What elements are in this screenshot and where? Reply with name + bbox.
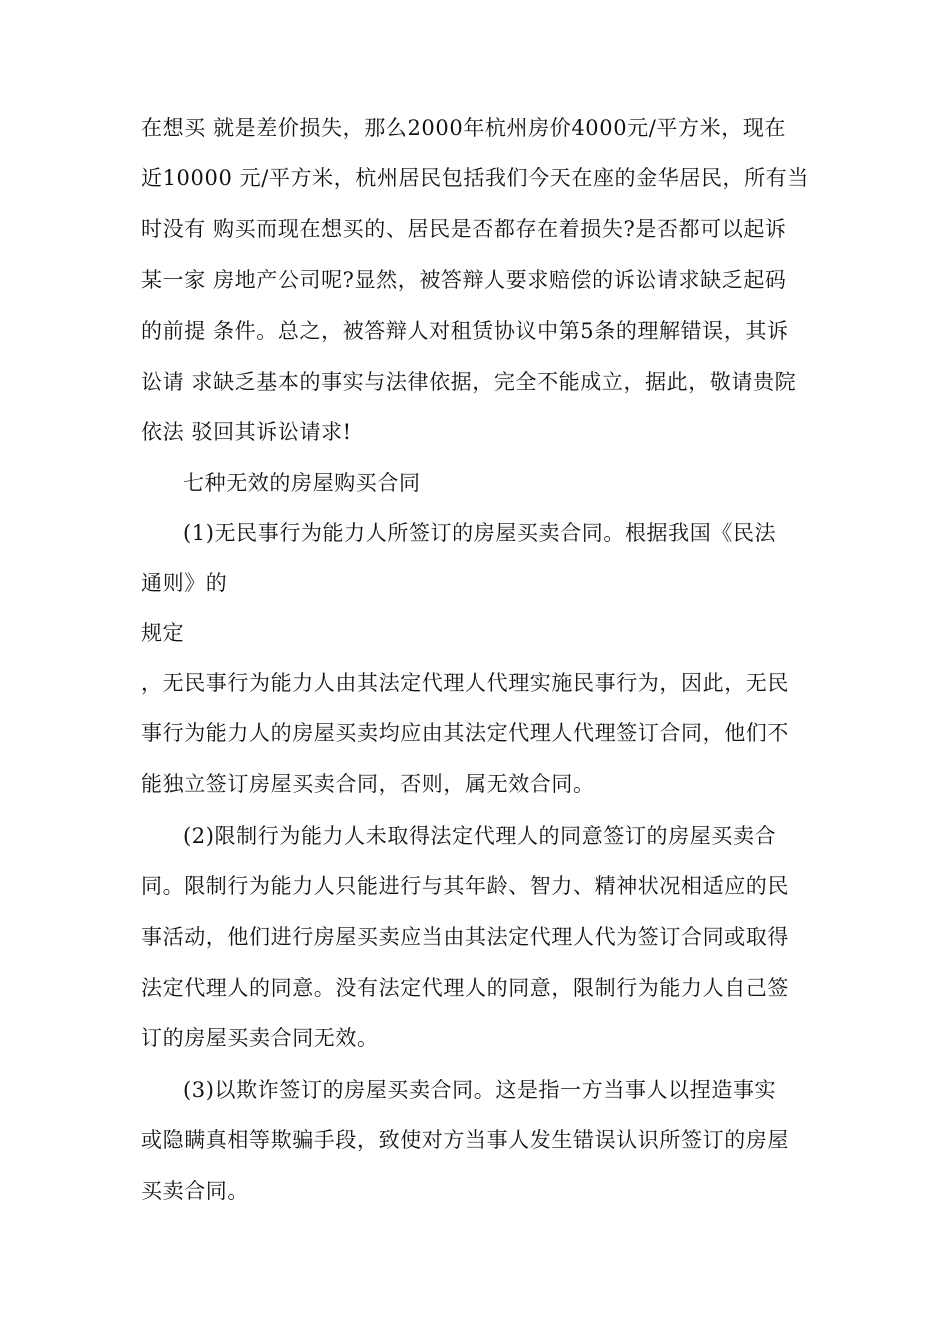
paragraph-line: 在想买 就是差价损失，那么2000年杭州房价4000元/平方米，现在 bbox=[141, 116, 787, 140]
paragraph-line: ，无民事行为能力人由其法定代理人代理实施民事行为，因此，无民 bbox=[141, 671, 789, 695]
paragraph-line: 的前提 条件。总之，被答辩人对租赁协议中第5条的理解错误，其诉 bbox=[141, 319, 789, 343]
paragraph-line: 依法 驳回其诉讼请求! bbox=[141, 420, 352, 444]
paragraph-line: 同。限制行为能力人只能进行与其年龄、智力、精神状况相适应的民 bbox=[141, 874, 789, 898]
paragraph-line: 通则》的 bbox=[141, 571, 228, 595]
paragraph-line: 事活动，他们进行房屋买卖应当由其法定代理人代为签订合同或取得 bbox=[141, 925, 789, 949]
paragraph-line: 近10000 元/平方米，杭州居民包括我们今天在座的金华居民，所有当 bbox=[141, 166, 809, 190]
paragraph-line: (2)限制行为能力人未取得法定代理人的同意签订的房屋买卖合 bbox=[183, 824, 777, 848]
paragraph-line: 或隐瞒真相等欺骗手段，致使对方当事人发生错误认识所签订的房屋 bbox=[141, 1128, 789, 1152]
paragraph-line: 某一家 房地产公司呢?显然，被答辩人要求赔偿的诉讼请求缺乏起码 bbox=[141, 268, 787, 292]
paragraph-line: 订的房屋买卖合同无效。 bbox=[141, 1026, 379, 1050]
paragraph-line: 买卖合同。 bbox=[141, 1179, 249, 1203]
paragraph-line: 规定 bbox=[141, 621, 185, 645]
paragraph-line: 法定代理人的同意。没有法定代理人的同意，限制行为能力人自己签 bbox=[141, 976, 789, 1000]
paragraph-line: 事行为能力人的房屋买卖均应由其法定代理人代理签订合同，他们不 bbox=[141, 721, 789, 745]
paragraph-line: (1)无民事行为能力人所签订的房屋买卖合同。根据我国《民法 bbox=[183, 521, 777, 545]
paragraph-line: (3)以欺诈签订的房屋买卖合同。这是指一方当事人以捏造事实 bbox=[183, 1078, 777, 1102]
paragraph-line: 能独立签订房屋买卖合同，否则，属无效合同。 bbox=[141, 772, 595, 796]
section-heading: 七种无效的房屋购买合同 bbox=[183, 471, 421, 495]
paragraph-line: 讼请 求缺乏基本的事实与法律依据，完全不能成立，据此，敬请贵院 bbox=[141, 370, 797, 394]
paragraph-line: 时没有 购买而现在想买的、居民是否都存在着损失?是否都可以起诉 bbox=[141, 217, 787, 241]
